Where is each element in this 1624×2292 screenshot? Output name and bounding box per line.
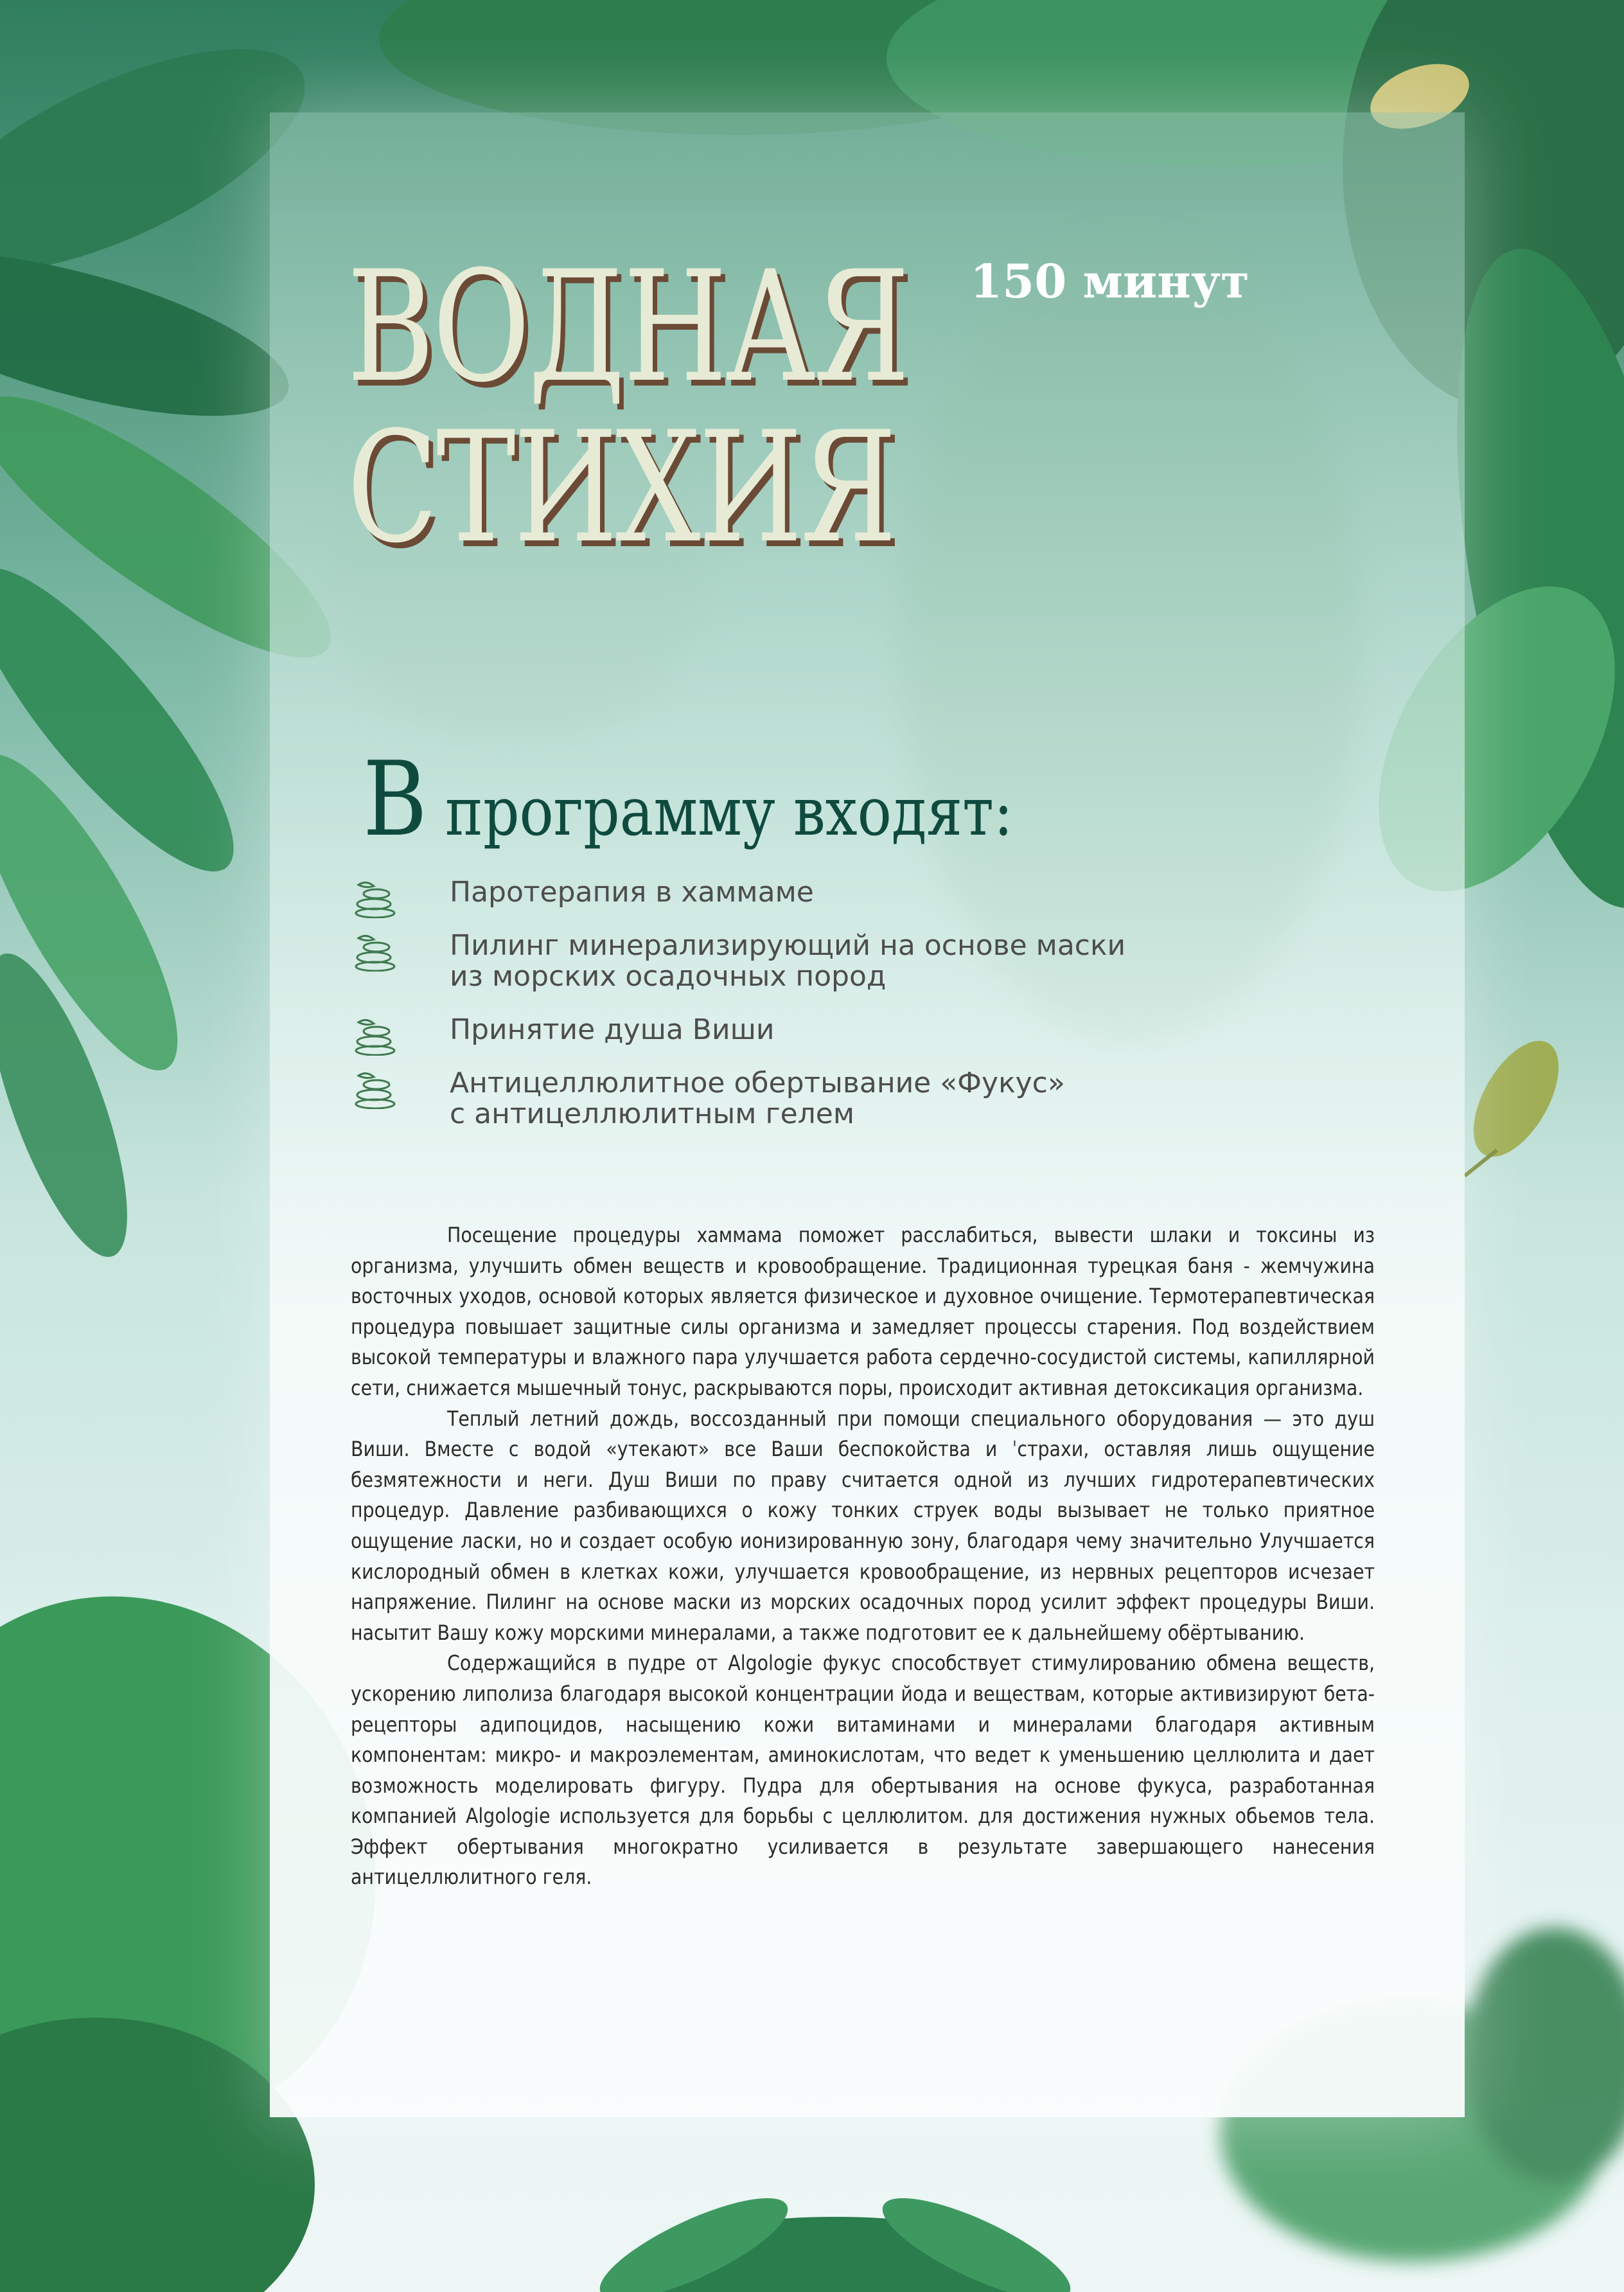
title-line-2: СТИХИЯ [347,399,896,577]
spa-stones-icon [352,933,397,972]
program-heading [363,739,1013,859]
page-title [347,238,908,577]
program-item [347,877,1125,908]
falling-leaf [1456,1027,1576,1176]
program-item-text: Пилинг минерализирующий на основе маски из морских осадочных пород [450,929,1126,993]
title-line-1: ВОДНАЯ [347,238,908,416]
program-heading-text: программу входят: [427,772,1013,851]
program-heading-initial: В [363,739,427,859]
program-list [347,877,1125,1152]
program-item [347,930,1125,992]
spa-stones-icon [352,1070,397,1109]
description-paragraph-hammam: Посещение процедуры хаммама поможет расслабиться, вывести шлаки и токсины из организма, улучшить обмен веществ и кровообращение. Традиционная турецкая баня - жемчужина восточных уходов, основой которых является физическое и духовное очищение. Термотерапевтическая процедура повышает защитные силы организма и замедляет процессы старения. Под воздействием высокой температуры и влажного пара улучшается работа сердечно-сосудистой системы, капиллярной сети, снижается мышечный тонус, раскрываются поры, происходит активная детоксикация организма. [351,1224,1375,1400]
program-item [347,1068,1125,1130]
spa-stones-icon [352,880,397,918]
program-item-text: Антицеллюлитное обертывание «Фукус» с антицеллюлитным гелем [450,1067,1065,1130]
program-item-text: Принятие душа Виши [450,1013,775,1046]
description-text [351,1221,1375,1894]
program-item-text: Паротерапия в хаммаме [450,876,814,909]
program-item [347,1015,1125,1045]
duration-label: 150 минут [970,254,1249,308]
description-paragraph-wrap: Содержащийся в пудре от Algologie фукус способствует стимулированию обмена веществ, ускорению липолиза благодаря высокой концентрации йода и веществам, которые активизируют бета-рецепторы адипоцидов, насыщению кожи витаминами и минералами благодаря активным компонентам: микро- и макроэлементам, аминокислотам, что ведет к уменьшению целлюлита и дает возможность моделировать фигуру. Пудра для обертывания на основе фукуса, разработанная компанией Algologie используется для борьбы с целлюлитом. для достижения нужных обьемов тела. Эффект обертывания многократно усиливается в результате завершающего нанесения антицеллюлитного геля. [351,1652,1375,1890]
spa-stones-icon [352,1017,397,1056]
description-paragraph-vichy-shower: Теплый летний дождь, воссозданный при помощи специального оборудования — это душ Виши. Вместе с водой «утекают» все Ваши беспокойства и ˈстрахи, оставляя лишь ощущение безмятежности и неги. Душ Виши по праву считается одной из лучших гидротерапевтических процедур. Давление разбивающихся о кожу тонких струек воды вызывает не только приятное ощущение ласки, но и создает особую ионизированную зону, благодаря чему значительно Улучшается кислородный обмен в клетках кожи, улучшается кровообращение, из нервных рецепторов исчезает напряжение. Пилинг на основе маски из морских осадочных пород усилит эффект процедуры Виши. насытит Вашу кожу морскими минералами, а также подготовит ее к дальнейшему обёртыванию. [351,1407,1375,1645]
palm-leaf-bottom [588,2180,1082,2292]
